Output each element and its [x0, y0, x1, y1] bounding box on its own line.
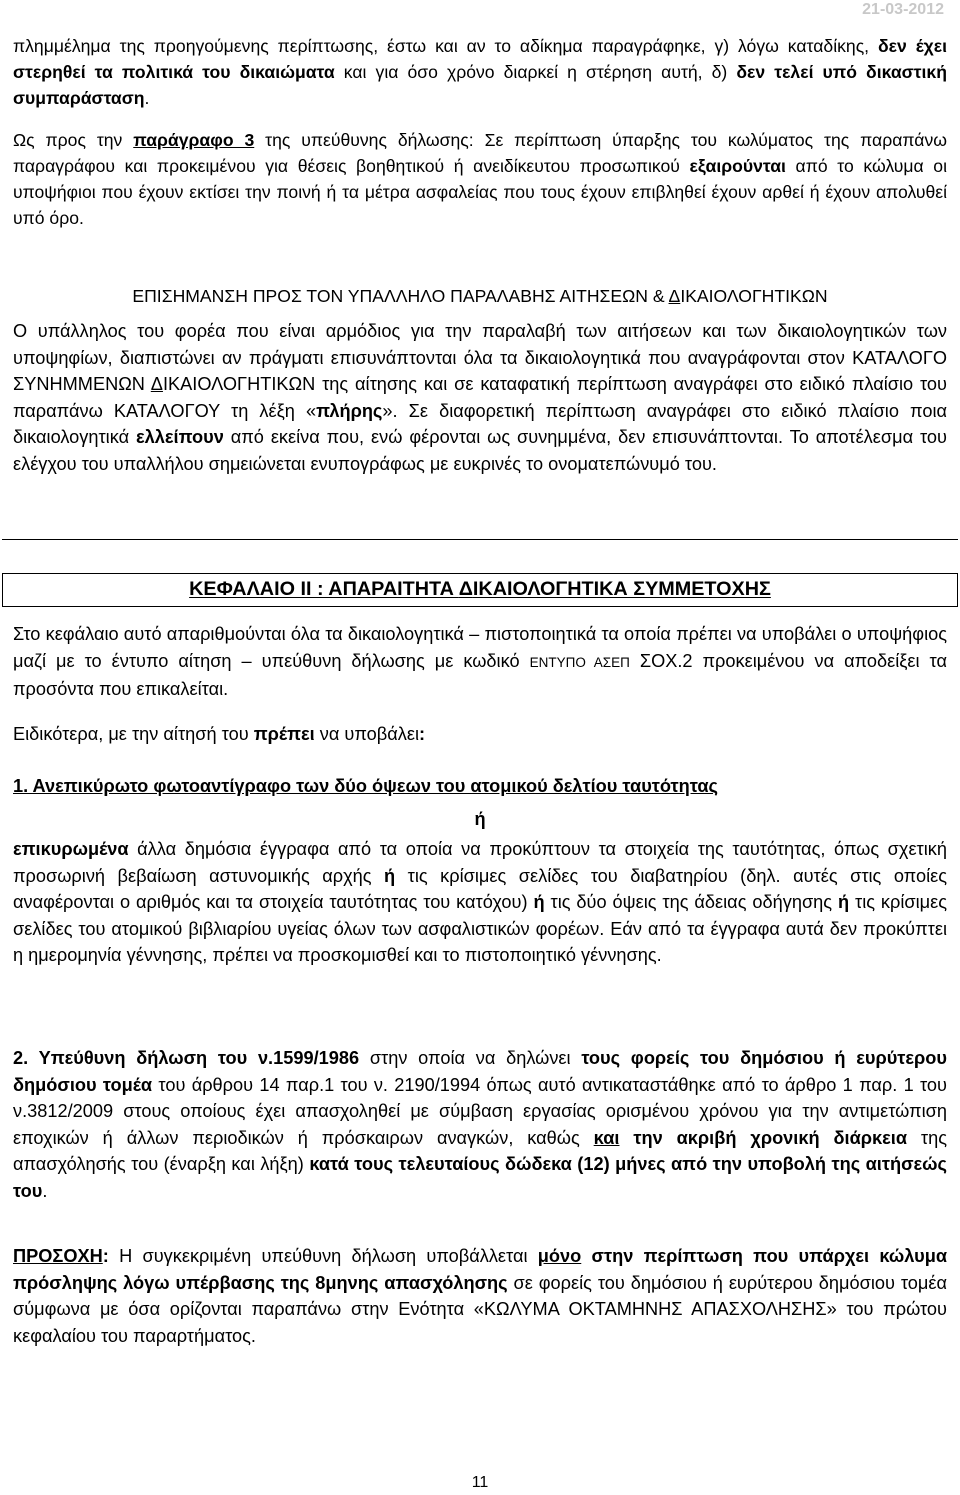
- item-1-or: ή: [474, 809, 486, 829]
- notice-heading: ΕΠΙΣΗΜΑΝΣΗ ΠΡΟΣ ΤΟΝ ΥΠΑΛΛΗΛΟ ΠΑΡΑΛΑΒΗΣ ΑΙΤΗΣΕΩΝ & ΔΙΚΑΙΟΛΟΓΗΤΙΚΩΝ: [132, 286, 828, 306]
- item-1-heading: 1. Ανεπικύρωτο φωτοαντίγραφο των δύο όψεων του ατομικού δελτίου ταυτότητας: [13, 776, 719, 796]
- page-number: 11: [471, 1474, 489, 1491]
- item-2-body: 2. Υπεύθυνη δήλωση του ν.1599/1986 στην οποία να δηλώνει τους φορείς του δημόσιου ή ευρύτερου δημόσιου τομέα του άρθρου 14 παρ.1 του ν. 2190/1994 όπως αυτό αντικαταστάθηκε από το άρθρο 1 παρ. 1 του ν.3812/2009 στους οποίους έχει απασχοληθεί με σύμβαση εργασίας ορισμένου χρόνου για την αντιμετώπιση εποχικών ή άλλων περιοδικών ή πρόσκαιρων αναγκών, καθώς και την ακριβή χρονική διάρκεια της απασχόλησής του (έναρξη και λήξη) κατά τους τελευταίους δώδεκα (12) μήνες από την υποβολή της αιτήσεώς του.: [13, 1048, 948, 1201]
- header-date: 21-03-2012: [862, 1, 944, 18]
- attention-note: ΠΡΟΣΟΧΗ: Η συγκεκριμένη υπεύθυνη δήλωση υποβάλλεται μόνο στην περίπτωση που υπάρχει κώλυμα πρόσληψης λόγω υπέρβασης της 8μηνης απασχόλησης σε φορείς του δημόσιου ή ευρύτερου δημόσιου τομέα σύμφωνα με όσα ορίζονται παραπάνω στην Ενότητα «ΚΩΛΥΜΑ ΟΚΤΑΜΗΝΗΣ ΑΠΑΣΧΟΛΗΣΗΣ» του πρώτου κεφαλαίου του παραρτήματος.: [13, 1246, 948, 1346]
- paragraph-paragraph-3-note: Ως προς την παράγραφο 3 της υπεύθυνης δήλωσης: Σε περίπτωση ύπαρξης του κωλύματος της παραπάνω παραγράφου και προκειμένου για θέσεις βοηθητικού ή ανειδίκευτου προσωπικού εξαιρούνται από το κώλυμα οι υποψήφιοι που έχουν εκτίσει την ποινή ή τα μέτρα ασφαλείας που τους έχουν επιβληθεί έχουν αρθεί ή έχουν απολυθεί υπό όρο.: [13, 130, 947, 228]
- paragraph-must-submit: Ειδικότερα, με την αίτησή του πρέπει να υποβάλει:: [13, 724, 426, 744]
- paragraph-clerk-instructions: Ο υπάλληλος του φορέα που είναι αρμόδιος για την παραλαβή των αιτήσεων και των δικαιολογητικών των υποψηφίων, διαπιστώνει αν πράγματι επισυνάπτονται όλα τα δικαιολογητικά που αναγράφονται στον ΚΑΤΑΛΟΓΟ ΣΥΝΗΜΜΕΝΩΝ ΔΙΚΑΙΟΛΟΓΗΤΙΚΩΝ της αίτησης και σε καταφατική περίπτωση αναγράφει στο ειδικό πλαίσιο του παραπάνω ΚΑΤΑΛΟΓΟΥ τη λέξη «πλήρης». Σε διαφορετική περίπτωση αναγράφει στο ειδικό πλαίσιο ποια δικαιολογητικά ελλείπουν από εκείνα που, ενώ φέρονται ως συνημμένα, δεν επισυνάπτονται. Το αποτέλεσμα του ελέγχου του υπαλλήλου σημειώνεται ενυπογράφως με ευκρινές το ονοματεπώνυμό του.: [13, 321, 947, 474]
- paragraph-chapter-intro: Στο κεφάλαιο αυτό απαριθμούνται όλα τα δικαιολογητικά – πιστοποιητικά τα οποία πρέπει να υποβάλει ο υποψήφιος μαζί με το έντυπο αίτηση – υπεύθυνη δήλωσης με κωδικό ΕΝΤΥΠΟ ΑΣΕΠ ΣΟΧ.2 προκειμένου να αποδείξει τα προσόντα που επικαλείται.: [13, 624, 947, 700]
- chapter-title-box: [2, 573, 958, 607]
- chapter-title: ΚΕΦΑΛΑΙΟ ΙΙ : ΑΠΑΡΑΙΤΗΤΑ ΔΙΚΑΙΟΛΟΓΗΤΙΚΑ ΣΥΜΜΕΤΟΧΗΣ: [189, 578, 771, 600]
- paragraph-disqualifications: πλημμέλημα της προηγούμενης περίπτωσης, έστω και αν το αδίκημα παραγράφηκε, γ) λόγω καταδίκης, δεν έχει στερηθεί τα πολιτικά του δικαιώματα και για όσο χρόνο διαρκεί η στέρηση αυτή, δ) δεν τελεί υπό δικαστική συμπαράσταση.: [13, 36, 948, 108]
- item-1-body: επικυρωμένα άλλα δημόσια έγγραφα από τα οποία να προκύπτουν τα στοιχεία της ταυτότητας, όπως σχετική προσωρινή βεβαίωση αστυνομικής αρχής ή τις κρίσιμες σελίδες του διαβατηρίου (δηλ. αυτές στις οποίες αναφέρονται ο αριθμός και τα στοιχεία ταυτότητας του κατόχου) ή τις δύο όψεις της άδειας οδήγησης ή τις κρίσιμες σελίδες του ατομικού βιβλιαρίου υγείας όλων των ασφαλιστικών φορέων. Εάν από τα έγγραφα αυτά δεν προκύπτει η ημερομηνία γέννησης, πρέπει να προσκομισθεί και το πιστοποιητικό γέννησης.: [13, 839, 948, 966]
- separator-line: [2, 539, 958, 540]
